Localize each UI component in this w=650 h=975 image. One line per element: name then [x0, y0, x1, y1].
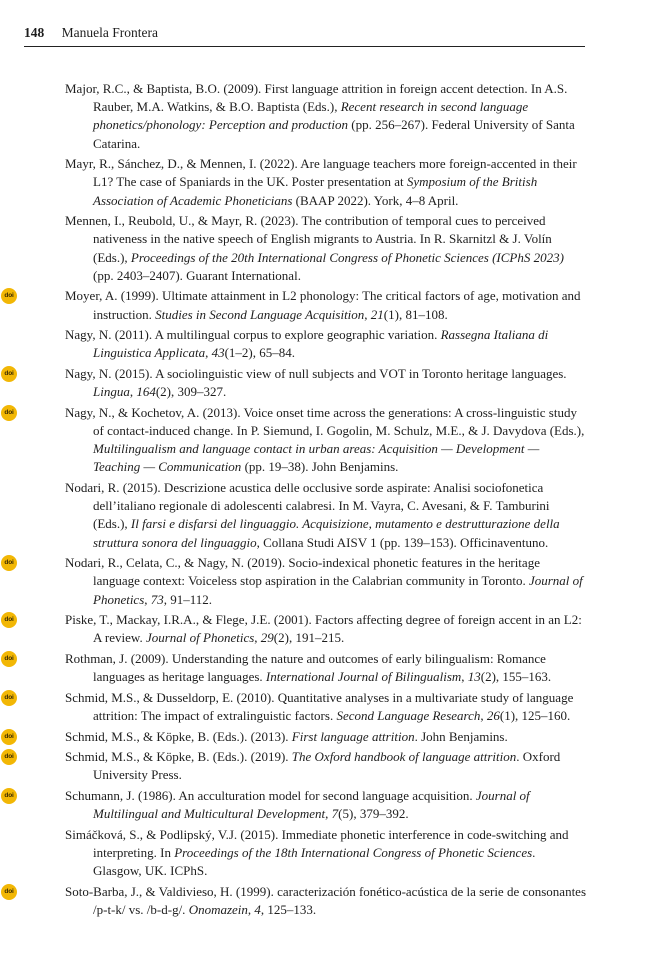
- reference-text: (2), 191–215.: [273, 630, 345, 646]
- reference-italic-text: 13: [467, 669, 481, 685]
- reference-text: ,: [461, 669, 468, 685]
- reference-text: Mennen, I., Reubold, U., & Mayr, R. (2023). The contribution of temporal cues to perceived nativeness in the native speech of English migrants to Austria. In R. Skarnitzl & J. Volín (Eds.),: [65, 213, 552, 265]
- reference-italic-text: Onomazein: [188, 901, 248, 917]
- reference-entry: [4, 689, 587, 725]
- reference-text: ,: [480, 708, 487, 723]
- reference-italic-text: First language attrition: [291, 728, 415, 744]
- reference-text: (pp. 256–267). Federal University of Santa Catarina.: [93, 117, 575, 151]
- reference-text: . Oxford University Press.: [93, 749, 561, 783]
- reference-entry: [65, 80, 587, 153]
- reference-italic-text: Studies in Second Language Acquisition: [155, 306, 365, 322]
- doi-icon[interactable]: doi: [1, 555, 17, 571]
- doi-icon[interactable]: doi: [1, 729, 17, 745]
- reference-text: (2), 309–327.: [155, 384, 227, 400]
- reference-italic-text: 7: [331, 806, 339, 822]
- reference-text: (pp. 2403–2407). Guarant International.: [93, 267, 301, 283]
- doi-icon[interactable]: doi: [1, 651, 17, 667]
- doi-icon[interactable]: doi: [1, 288, 17, 304]
- reference-entry: [65, 479, 587, 552]
- reference-text: ,: [254, 630, 261, 646]
- reference-text: ,: [205, 345, 212, 361]
- reference-text: (2), 155–163.: [480, 669, 552, 685]
- reference-entry: [65, 326, 587, 362]
- reference-italic-text: Proceedings of the 18th International Congress of Phonetic Sciences: [174, 844, 533, 860]
- reference-italic-text: 73: [150, 591, 164, 607]
- reference-entry: [65, 212, 587, 285]
- reference-text: , 91–112.: [163, 591, 213, 607]
- reference-italic-text: Multilingualism and language contact in urban areas: Acquisition — Development — Teaching — Communication: [93, 441, 540, 475]
- reference-italic-text: Journal of Phonetics: [93, 573, 583, 607]
- reference-entry: [4, 748, 587, 784]
- reference-entry: [4, 554, 587, 609]
- doi-icon[interactable]: doi: [1, 366, 17, 382]
- reference-text: Major, R.C., & Baptista, B.O. (2009). First language attrition in foreign accent detection. In A.S. Rauber, M.A. Watkins, & B.O. Baptista (Eds.),: [65, 81, 568, 115]
- doi-icon[interactable]: doi: [1, 405, 17, 421]
- reference-text: (5), 379–392.: [338, 806, 409, 822]
- reference-italic-text: Journal of Phonetics: [145, 630, 255, 646]
- reference-text: Mayr, R., Sánchez, D., & Mennen, I. (2022). Are language teachers more foreign-accented in their L1? The case of Spaniards in the UK. Poster presentation at: [65, 156, 577, 190]
- reference-list: [4, 80, 587, 922]
- running-header: [24, 24, 585, 47]
- reference-text: Schmid, M.S., & Köpke, B. (Eds.). (2019).: [65, 749, 292, 765]
- reference-italic-text: Journal of Multilingual and Multicultural Development: [93, 787, 530, 822]
- running-head-author: Manuela Frontera: [61, 25, 158, 40]
- reference-entry: [65, 826, 587, 881]
- reference-entry: [4, 787, 587, 823]
- reference-italic-text: Il farsi e disfarsi del linguaggio. Acquisizione, mutamento e destrutturazione della struttura sonora del linguaggio: [93, 516, 560, 550]
- reference-entry: [65, 155, 587, 210]
- reference-text: , 125–133.: [260, 901, 317, 917]
- reference-text: Schmid, M.S., & Dusseldorp, E. (2010). Quantitative analyses in a multivariate study of language attrition: The impact of extralinguistic factors.: [65, 689, 574, 723]
- reference-text: ,: [364, 306, 371, 322]
- reference-italic-text: The Oxford handbook of language attrition: [291, 749, 517, 765]
- reference-italic-text: International Journal of Bilingualism: [265, 669, 462, 685]
- reference-entry: [4, 404, 587, 477]
- reference-text: Nodari, R., Celata, C., & Nagy, N. (2019). Socio-indexical phonetic features in the heritage language context: Voiceless stop aspiration in the Calabrian community in Toronto.: [65, 555, 540, 589]
- reference-text: . John Benjamins.: [414, 728, 508, 744]
- reference-text: (1), 125–160.: [499, 708, 571, 723]
- reference-text: (1–2), 65–84.: [224, 345, 295, 361]
- reference-text: Piske, T., Mackay, I.R.A., & Flege, J.E. (2001). Factors affecting degree of foreign accent in an L2: A review.: [65, 612, 582, 646]
- reference-italic-text: 26: [486, 708, 500, 723]
- reference-text: Nagy, N. (2011). A multilingual corpus to explore geographic variation.: [65, 327, 441, 343]
- reference-entry: [4, 365, 587, 401]
- reference-italic-text: Recent research in second language phonetics/phonology: Perception and production: [93, 99, 529, 133]
- reference-text: . Glasgow, UK. ICPhS.: [93, 844, 536, 879]
- reference-text: Nagy, N. (2015). A sociolinguistic view of null subjects and VOT in Toronto heritage languages.: [65, 366, 567, 381]
- reference-text: Schmid, M.S., & Köpke, B. (Eds.). (2013).: [65, 728, 292, 744]
- reference-text: Moyer, A. (1999). Ultimate attainment in L2 phonology: The critical factors of age, motivation and instruction.: [65, 288, 581, 322]
- reference-italic-text: Rassegna Italiana di Linguistica Applicata: [93, 327, 549, 361]
- reference-text: Schumann, J. (1986). An acculturation model for second language acquisition.: [65, 787, 476, 803]
- reference-entry: [4, 650, 587, 686]
- reference-italic-text: 164: [136, 384, 156, 400]
- reference-text: (1), 81–108.: [383, 306, 448, 322]
- reference-italic-text: Proceedings of the 20th International Congress of Phonetic Sciences (ICPhS 2023): [130, 249, 564, 265]
- reference-text: (pp. 19–38). John Benjamins.: [241, 459, 399, 475]
- reference-italic-text: 43: [211, 345, 225, 361]
- doi-icon[interactable]: doi: [1, 788, 17, 804]
- reference-text: Rothman, J. (2009). Understanding the nature and outcomes of early bilingualism: Romance languages as heritage languages.: [65, 651, 546, 685]
- doi-icon[interactable]: doi: [1, 884, 17, 900]
- reference-text: (BAAP 2022). York, 4–8 April.: [292, 192, 459, 208]
- page-number: 148: [24, 25, 45, 40]
- reference-entry: [4, 611, 587, 647]
- reference-italic-text: 21: [370, 306, 384, 322]
- reference-entry: [4, 728, 587, 746]
- reference-italic-text: Symposium of the British Association of Academic Phoneticians: [93, 174, 538, 208]
- reference-text: ,: [129, 384, 137, 400]
- doi-icon[interactable]: doi: [1, 690, 17, 706]
- reference-entry: [4, 287, 587, 323]
- reference-text: , Collana Studi AISV 1 (pp. 139–153). Officinaventuno.: [256, 534, 549, 550]
- reference-text: Nodari, R. (2015). Descrizione acustica delle occlusive sorde aspirate: Analisi sociofonetica dell’italiano regionale di adolescenti calabresi. In M. Vayra, C. Avesani, & F. Tamburini (Eds.),: [65, 480, 550, 532]
- reference-italic-text: 4: [254, 901, 261, 917]
- reference-italic-text: Lingua: [93, 384, 130, 400]
- doi-icon[interactable]: doi: [1, 749, 17, 765]
- doi-icon[interactable]: doi: [1, 612, 17, 628]
- reference-text: ,: [144, 591, 151, 607]
- reference-entry: [4, 883, 587, 919]
- reference-italic-text: 29: [260, 630, 274, 646]
- reference-text: ,: [247, 901, 255, 917]
- reference-italic-text: Second Language Research: [336, 708, 481, 723]
- reference-text: Soto-Barba, J., & Valdivieso, H. (1999). caracterización fonético-acústica de la serie de consonantes /p-t-k/ vs. /b-d-g/.: [65, 883, 587, 917]
- reference-text: Nagy, N., & Kochetov, A. (2013). Voice onset time across the generations: A cross-linguistic study of contact-induced change. In P. Siemund, I. Gogolin, M. Schulz, M.E., & J. Davydova (Eds.),: [65, 404, 585, 438]
- reference-text: ,: [325, 806, 332, 822]
- reference-text: Simáčková, S., & Podlipský, V.J. (2015). Immediate phonetic interference in code-switching and interpreting. In: [65, 826, 569, 860]
